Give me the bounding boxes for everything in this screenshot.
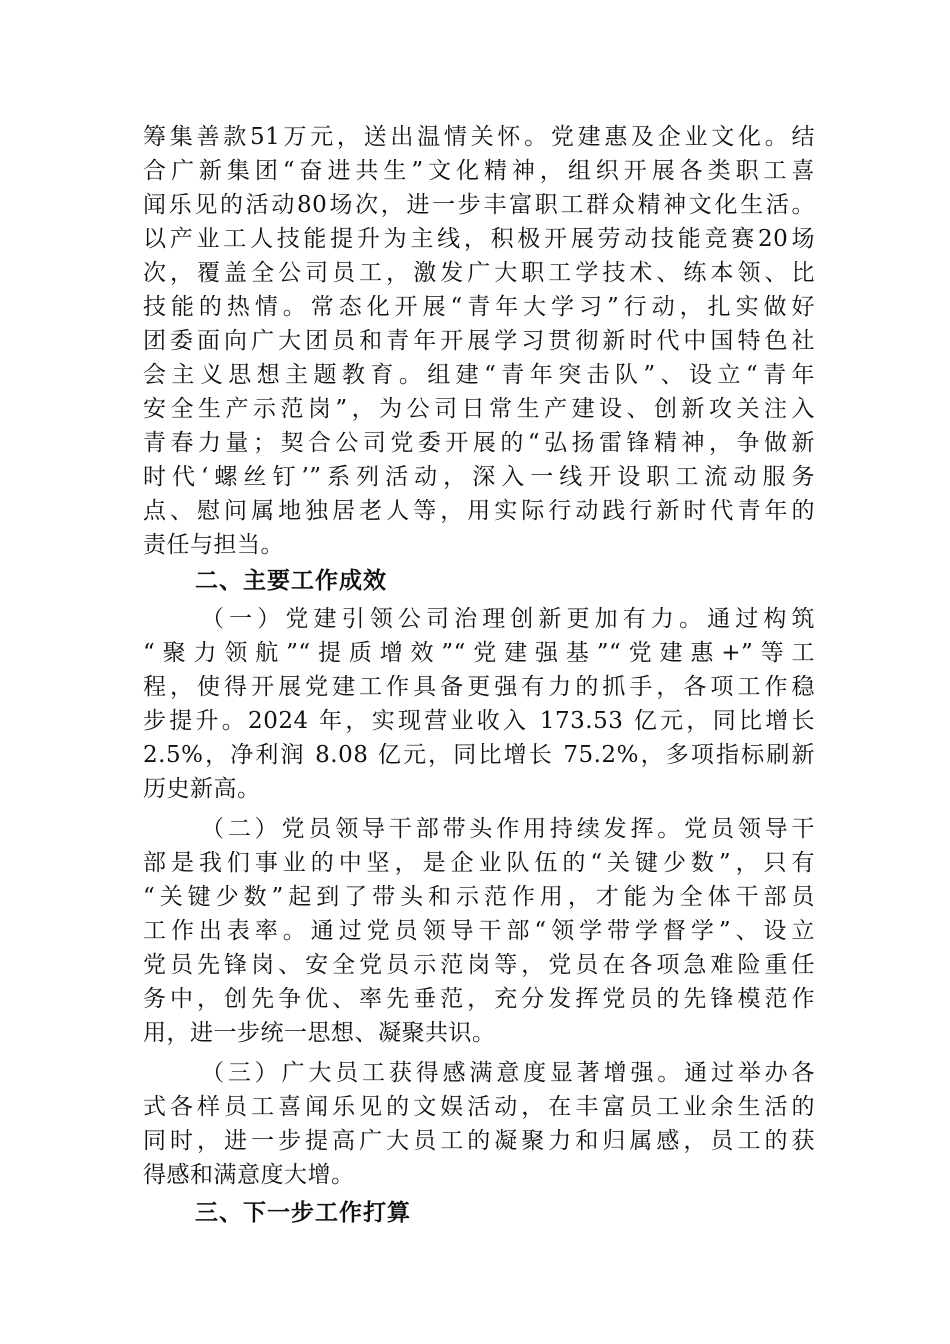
- paragraph-line: 合广新集团“奋进共生”文化精神，组织开展各类职工喜: [143, 158, 815, 184]
- paragraph-line: “关键少数”起到了带头和示范作用，才能为全体干部员: [143, 884, 815, 910]
- paragraph-line: 用，进一步统一思想、凝聚共识。: [143, 1020, 496, 1046]
- section-heading: 二、主要工作成效: [195, 568, 387, 594]
- paragraph-line: 务中，创先争优、率先垂范，充分发挥党员的先锋模范作: [143, 986, 815, 1012]
- paragraph-line: 技能的热情。常态化开展“青年大学习”行动，扎实做好: [143, 294, 815, 320]
- paragraph-line: 得感和满意度大增。: [143, 1162, 355, 1188]
- paragraph-line: 式各样员工喜闻乐见的文娱活动，在丰富员工业余生活的: [143, 1094, 815, 1120]
- paragraph-line: 会主义思想主题教育。组建“青年突击队”、设立“青年: [143, 362, 815, 388]
- paragraph-line: 闻乐见的活动80场次，进一步丰富职工群众精神文化生活。: [143, 192, 815, 218]
- paragraph-line: 党员先锋岗、安全党员示范岗等，党员在各项急难险重任: [143, 952, 815, 978]
- section-heading: 三、下一步工作打算: [195, 1200, 411, 1226]
- paragraph-line: 部是我们事业的中坚，是企业队伍的“关键少数”，只有: [143, 850, 815, 876]
- paragraph-line: （一）党建引领公司治理创新更加有力。通过构筑: [201, 606, 815, 632]
- paragraph-line: 历史新高。: [143, 776, 261, 802]
- paragraph-line: 青春力量；契合公司党委开展的“弘扬雷锋精神，争做新: [143, 430, 815, 456]
- paragraph-line: 安全生产示范岗”，为公司日常生产建设、创新攻关注入: [143, 396, 815, 422]
- paragraph-line: （二）党员领导干部带头作用持续发挥。党员领导干: [201, 816, 815, 842]
- paragraph-line: 步提升。2024 年，实现营业收入 173.53 亿元，同比增长: [143, 708, 815, 734]
- paragraph-line: （三）广大员工获得感满意度显著增强。通过举办各: [201, 1060, 815, 1086]
- paragraph-line: 团委面向广大团员和青年开展学习贯彻新时代中国特色社: [143, 328, 815, 354]
- paragraph-line: 以产业工人技能提升为主线，积极开展劳动技能竞赛20场: [143, 226, 815, 252]
- paragraph-line: 同时，进一步提高广大员工的凝聚力和归属感，员工的获: [143, 1128, 815, 1154]
- paragraph-line: “聚力领航”“提质增效”“党建强基”“党建惠+”等工: [143, 640, 815, 666]
- paragraph-line: 点、慰问属地独居老人等，用实际行动践行新时代青年的: [143, 498, 815, 524]
- paragraph-line: 时代‘螺丝钉’”系列活动，深入一线开设职工流动服务: [143, 464, 815, 490]
- paragraph-line: 工作出表率。通过党员领导干部“领学带学督学”、设立: [143, 918, 815, 944]
- paragraph-line: 责任与担当。: [143, 532, 284, 558]
- paragraph-line: 2.5%，净利润 8.08 亿元，同比增长 75.2%，多项指标刷新: [143, 742, 815, 768]
- paragraph-line: 程，使得开展党建工作具备更强有力的抓手，各项工作稳: [143, 674, 815, 700]
- paragraph-line: 筹集善款51万元，送出温情关怀。党建惠及企业文化。结: [143, 124, 815, 150]
- paragraph-line: 次，覆盖全公司员工，激发广大职工学技术、练本领、比: [143, 260, 815, 286]
